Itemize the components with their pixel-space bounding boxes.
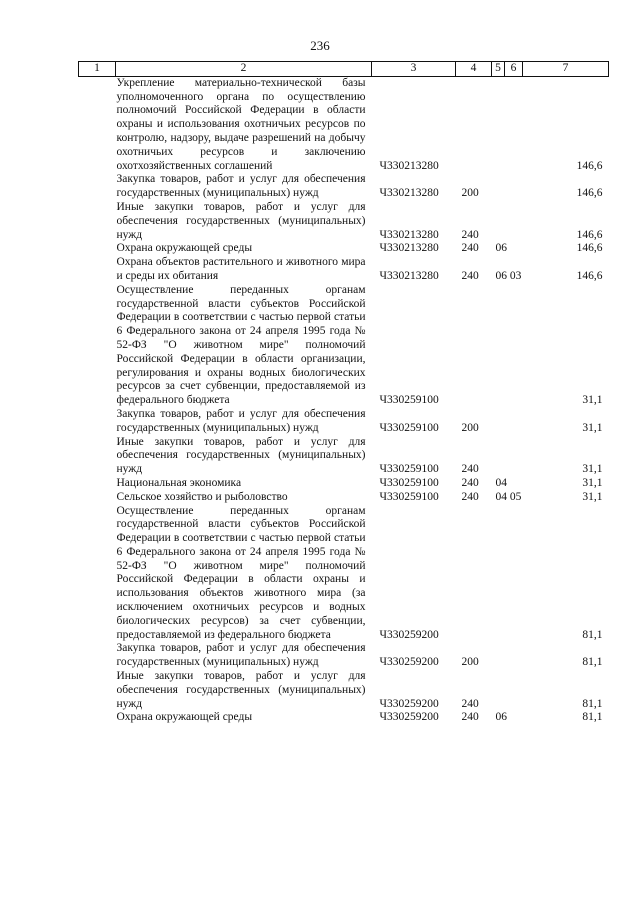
row-expense-type (456, 284, 492, 408)
row-number-cell (79, 76, 116, 173)
row-amount: 81,1 (582, 697, 603, 710)
row-section: 06 (495, 711, 507, 724)
row-section (492, 670, 523, 711)
row-section (492, 505, 523, 643)
row-section (492, 436, 523, 477)
row-section (492, 408, 523, 436)
header-cell: 1 (79, 62, 116, 77)
row-number-cell (79, 711, 116, 725)
row-number-cell (79, 642, 116, 670)
row-section (492, 201, 523, 242)
row-number-cell (79, 670, 116, 711)
row-expense-type (456, 505, 492, 643)
row-name: Охрана окружающей среды (116, 242, 253, 255)
table-row (79, 408, 609, 436)
row-code: Ч330259100 (379, 394, 439, 407)
table-row (79, 173, 609, 201)
row-number-cell (79, 491, 116, 505)
header-cell: 6 (505, 62, 523, 77)
table-row (79, 491, 609, 505)
row-amount: 81,1 (582, 628, 603, 641)
table-row (79, 477, 609, 491)
row-code: Ч330259100 (379, 490, 439, 503)
row-amount: 146,6 (576, 228, 603, 241)
row-amount: 31,1 (582, 463, 603, 476)
row-section (492, 76, 523, 173)
table-row (79, 201, 609, 242)
row-name: Сельское хозяйство и рыболовство (116, 490, 288, 503)
row-section: 06 (495, 242, 507, 255)
row-expense-type: 200 (461, 187, 479, 200)
row-code: Ч330259100 (379, 476, 439, 489)
row-number-cell (79, 505, 116, 643)
header-cell: 2 (116, 62, 372, 77)
row-expense-type: 240 (461, 269, 479, 282)
row-section (492, 173, 523, 201)
row-amount: 81,1 (582, 711, 603, 724)
row-name: Осуществление переданных органам государственной власти субъектов Российской Федерации в соответствии с частью первой статьи 6 Федерального закона от 24 апреля 1995 года № 52-ФЗ "О животном мире" полномочий Российской Федерации в области охраны и использования объектов животного мира (за исключением охотничьих ресурсов и водных биологических ресурсов) за счет субвенции, предоставляемой из федерального бюджета (116, 504, 366, 641)
row-amount: 146,6 (576, 242, 603, 255)
table-row (79, 711, 609, 725)
table-row (79, 76, 609, 173)
row-section: 04 (495, 476, 507, 489)
row-expense-type: 240 (461, 242, 479, 255)
row-name: Охрана окружающей среды (116, 711, 253, 724)
row-amount: 31,1 (582, 490, 603, 503)
row-number-cell (79, 408, 116, 436)
row-expense-type: 240 (461, 697, 479, 710)
row-number-cell (79, 256, 116, 284)
row-section: 06 03 (495, 269, 522, 282)
row-number-cell (79, 284, 116, 408)
row-expense-type: 240 (461, 463, 479, 476)
page-number: 236 (310, 38, 330, 53)
row-code: Ч330213280 (379, 187, 439, 200)
table-row (79, 505, 609, 643)
row-number-cell (79, 173, 116, 201)
budget-table (78, 61, 609, 725)
row-expense-type: 240 (461, 476, 479, 489)
header-cell: 5 (492, 62, 505, 77)
row-name: Закупка товаров, работ и услуг для обеспечения государственных (муниципальных) нужд (116, 642, 366, 669)
row-code: Ч330259100 (379, 421, 439, 434)
row-code: Ч330213280 (379, 269, 439, 282)
table-row (79, 436, 609, 477)
row-code: Ч330213280 (379, 228, 439, 241)
row-number-cell (79, 436, 116, 477)
row-number-cell (79, 242, 116, 256)
row-name: Иные закупки товаров, работ и услуг для обеспечения государственных (муниципальных) нужд (116, 435, 366, 476)
row-section: 04 05 (495, 490, 522, 503)
row-name: Охрана объектов растительного и животного мира и среды их обитания (116, 256, 366, 282)
row-code: Ч330259200 (379, 628, 439, 641)
table-body (79, 62, 609, 726)
table-row (79, 670, 609, 711)
row-code: Ч330259200 (379, 711, 439, 724)
row-amount: 31,1 (582, 476, 603, 489)
row-code: Ч330213280 (379, 242, 439, 255)
row-expense-type: 240 (461, 490, 479, 503)
row-name: Укрепление материально-технической базы уполномоченного органа по осуществлению полномочий Российской Федерации в области охраны и использования охотничьих ресурсов по контролю, надзору, выдаче разрешений на добычу охотничьих ресурсов и заключению охотхозяйственных соглашений (116, 76, 366, 172)
row-name: Иные закупки товаров, работ и услуг для обеспечения государственных (муниципальных) нужд (116, 670, 366, 710)
row-name: Закупка товаров, работ и услуг для обеспечения государственных (муниципальных) нужд (116, 173, 366, 200)
row-name: Национальная экономика (116, 476, 242, 489)
row-expense-type: 200 (461, 421, 479, 434)
row-code: Ч330213280 (379, 159, 439, 172)
table-row (79, 256, 609, 284)
row-name: Закупка товаров, работ и услуг для обеспечения государственных (муниципальных) нужд (116, 407, 366, 434)
row-amount: 146,6 (576, 269, 603, 282)
row-amount: 146,6 (576, 187, 603, 200)
row-expense-type: 200 (461, 656, 479, 669)
row-amount: 81,1 (582, 656, 603, 669)
row-amount: 146,6 (576, 159, 603, 172)
table-row (79, 242, 609, 256)
row-section (492, 642, 523, 670)
row-expense-type: 240 (461, 228, 479, 241)
header-cell: 7 (523, 62, 609, 77)
row-name: Иные закупки товаров, работ и услуг для обеспечения государственных (муниципальных) нужд (116, 200, 366, 241)
row-code: Ч330259200 (379, 697, 439, 710)
table-row (79, 642, 609, 670)
row-name: Осуществление переданных органам государственной власти субъектов Российской Федерации в соответствии с частью первой статьи 6 Федерального закона от 24 апреля 1995 года № 52-ФЗ "О животном мире" полномочий Российской Федерации в области организации, регулирования и охраны водных биологических ресурсов за счет субвенции, предоставляемой из федерального бюджета (116, 283, 366, 407)
row-expense-type: 240 (461, 711, 479, 724)
row-section (492, 284, 523, 408)
header-cell: 4 (456, 62, 492, 77)
row-expense-type (456, 76, 492, 173)
row-code: Ч330259200 (379, 656, 439, 669)
row-amount: 31,1 (582, 394, 603, 407)
row-number-cell (79, 477, 116, 491)
header-cell: 3 (372, 62, 456, 77)
table-row (79, 284, 609, 408)
header-row (79, 62, 609, 77)
row-amount: 31,1 (582, 421, 603, 434)
row-number-cell (79, 201, 116, 242)
row-code: Ч330259100 (379, 463, 439, 476)
